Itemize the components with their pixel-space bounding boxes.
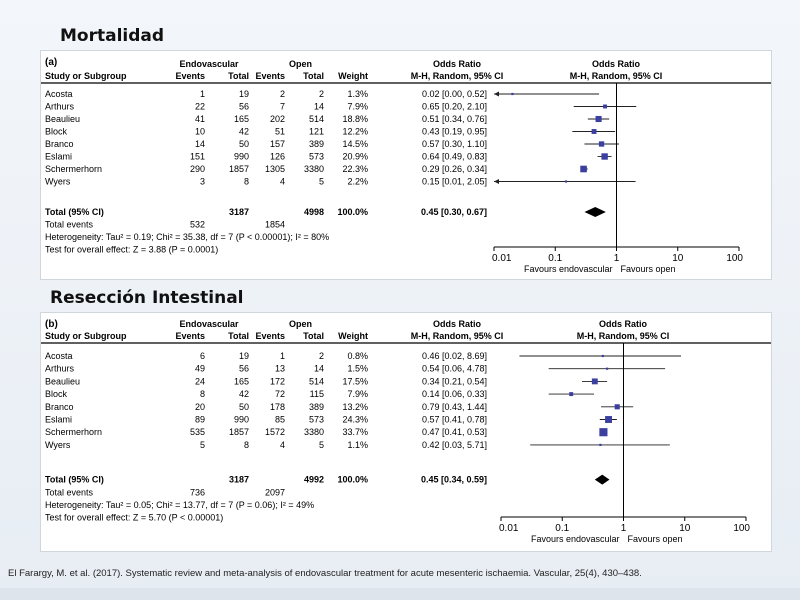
total-events-endovascular: 532 <box>189 219 205 230</box>
odds-ratio-ci: 0.57 [0.30, 1.10] <box>421 139 487 149</box>
total-endovascular: 8 <box>243 439 249 450</box>
total-weight: 100.0% <box>337 207 368 217</box>
events-open: 4 <box>279 439 285 450</box>
events-endovascular: 6 <box>199 351 205 361</box>
events-open: 1572 <box>264 427 285 438</box>
forest-plot-panel-b <box>40 312 772 552</box>
weight-value: 12.2% <box>342 126 368 137</box>
weight-value: 22.3% <box>342 164 368 174</box>
favours-right-label: Favours open <box>627 534 683 544</box>
header-endovascular: Endovascular <box>179 59 239 69</box>
total-events-label: Total events <box>45 219 94 230</box>
header-weight: Weight <box>338 331 368 341</box>
heterogeneity-text: Heterogeneity: Tau² = 0.19; Chi² = 35.38, df = 7 (P < 0.00001); I² = 80% <box>45 232 330 242</box>
events-open: 13 <box>274 363 285 374</box>
total-n-open: 4992 <box>303 474 324 485</box>
total-events-endovascular: 736 <box>189 487 205 498</box>
study-marker <box>599 141 604 146</box>
events-endovascular: 14 <box>194 139 205 149</box>
total-open: 3380 <box>303 164 324 174</box>
ci-arrow-left <box>494 179 499 184</box>
total-open: 115 <box>309 389 324 400</box>
header-study: Study or Subgroup <box>45 331 127 341</box>
forest-plot-panel-a <box>40 50 772 280</box>
total-n-endovascular: 3187 <box>228 474 249 485</box>
events-open: 178 <box>269 401 285 412</box>
weight-value: 1.3% <box>347 89 368 99</box>
section-title-bowel-resection: Resección Intestinal <box>50 288 244 308</box>
total-endovascular: 42 <box>238 389 249 400</box>
panel-label: (a) <box>45 57 58 68</box>
total-endovascular: 50 <box>238 139 249 149</box>
x-tick-label: 0.01 <box>499 523 519 534</box>
odds-ratio-ci: 0.47 [0.41, 0.53] <box>421 427 487 438</box>
odds-ratio-ci: 0.29 [0.26, 0.34] <box>421 164 487 174</box>
events-open: 202 <box>269 114 285 124</box>
overall-effect-text: Test for overall effect: Z = 5.70 (P < 0.00001) <box>45 512 224 523</box>
odds-ratio-ci: 0.14 [0.06, 0.33] <box>421 389 487 400</box>
favours-right-label: Favours open <box>620 264 676 274</box>
forest-plot-a <box>41 51 771 279</box>
weight-value: 0.8% <box>347 351 368 361</box>
total-odds-ratio-ci: 0.45 [0.34, 0.59] <box>420 474 487 485</box>
total-open: 389 <box>308 139 324 149</box>
events-endovascular: 8 <box>199 389 205 400</box>
total-open: 14 <box>313 101 324 112</box>
odds-ratio-ci: 0.46 [0.02, 8.69] <box>421 351 487 361</box>
weight-value: 1.1% <box>347 439 368 450</box>
total-endovascular: 1857 <box>228 427 249 438</box>
ci-arrow-left <box>494 92 499 97</box>
header-events-2: Events <box>255 331 285 341</box>
total-label: Total (95% CI) <box>45 474 104 485</box>
total-endovascular: 42 <box>238 126 249 137</box>
events-endovascular: 1 <box>199 89 205 99</box>
weight-value: 20.9% <box>342 151 368 162</box>
study-marker <box>605 416 612 423</box>
events-endovascular: 3 <box>199 176 205 187</box>
study-marker <box>580 166 587 173</box>
study-marker <box>606 368 608 370</box>
study-marker <box>592 378 598 384</box>
weight-value: 24.3% <box>342 414 368 425</box>
forest-plot-b <box>41 313 771 551</box>
weight-value: 13.2% <box>342 401 368 412</box>
total-endovascular: 1857 <box>228 164 249 174</box>
odds-ratio-ci: 0.02 [0.00, 0.52] <box>421 89 487 99</box>
x-tick-label: 0.1 <box>548 253 563 264</box>
study-name: Eslami <box>45 151 73 162</box>
events-endovascular: 290 <box>189 164 205 174</box>
study-marker <box>592 129 597 134</box>
favours-left-label: Favours endovascular <box>523 264 613 274</box>
study-marker <box>599 444 601 446</box>
events-open: 126 <box>269 151 285 162</box>
study-name: Beaulieu <box>45 114 81 124</box>
weight-value: 7.9% <box>347 389 368 400</box>
events-endovascular: 20 <box>194 401 205 412</box>
header-odds-ratio-col: Odds Ratio <box>432 59 482 69</box>
header-total-1: Total <box>228 71 249 81</box>
events-endovascular: 24 <box>194 376 205 387</box>
total-endovascular: 56 <box>238 363 249 374</box>
study-name: Acosta <box>45 351 73 361</box>
odds-ratio-ci: 0.65 [0.20, 2.10] <box>421 101 487 112</box>
events-open: 85 <box>274 414 285 425</box>
summary-diamond <box>584 207 605 217</box>
total-endovascular: 990 <box>233 414 249 425</box>
odds-ratio-ci: 0.79 [0.43, 1.44] <box>421 401 487 412</box>
events-endovascular: 22 <box>194 101 205 112</box>
total-endovascular: 8 <box>243 176 249 187</box>
study-name: Block <box>45 389 68 400</box>
study-marker <box>569 392 573 396</box>
total-endovascular: 56 <box>238 101 249 112</box>
total-endovascular: 19 <box>238 89 249 99</box>
weight-value: 1.5% <box>347 363 368 374</box>
header-events-1: Events <box>175 71 205 81</box>
study-name: Block <box>45 126 68 137</box>
study-marker <box>601 153 607 159</box>
study-marker <box>599 428 607 436</box>
summary-diamond <box>595 475 610 485</box>
panel-label: (b) <box>45 319 58 330</box>
weight-value: 14.5% <box>342 139 368 149</box>
header-endovascular: Endovascular <box>179 319 239 329</box>
header-open: Open <box>288 59 313 69</box>
events-endovascular: 151 <box>189 151 205 162</box>
total-open: 2 <box>318 89 324 99</box>
weight-value: 33.7% <box>342 427 368 438</box>
header-total-1: Total <box>228 331 249 341</box>
events-open: 172 <box>269 376 285 387</box>
x-tick-label: 1 <box>613 253 620 264</box>
study-marker <box>596 116 602 122</box>
total-open: 5 <box>318 176 324 187</box>
total-endovascular: 990 <box>233 151 249 162</box>
total-events-open: 2097 <box>264 487 285 498</box>
study-marker <box>565 180 567 182</box>
x-tick-label: 100 <box>726 253 743 264</box>
study-marker <box>511 93 513 95</box>
odds-ratio-ci: 0.54 [0.06, 4.78] <box>421 363 487 374</box>
section-title-mortality: Mortalidad <box>60 26 165 46</box>
header-study: Study or Subgroup <box>45 71 127 81</box>
total-open: 121 <box>308 126 324 137</box>
study-marker <box>602 355 604 357</box>
total-open: 573 <box>308 151 324 162</box>
events-endovascular: 5 <box>199 439 205 450</box>
header-total-2: Total <box>303 331 324 341</box>
study-name: Beaulieu <box>45 376 81 387</box>
study-name: Branco <box>45 139 74 149</box>
total-odds-ratio-ci: 0.45 [0.30, 0.67] <box>420 207 487 217</box>
header-mh-col: M-H, Random, 95% CI <box>410 71 504 81</box>
header-mh-plot: M-H, Random, 95% CI <box>569 71 663 81</box>
total-open: 14 <box>313 363 324 374</box>
study-name: Wyers <box>45 176 71 187</box>
total-n-endovascular: 3187 <box>228 207 249 217</box>
header-mh-plot: M-H, Random, 95% CI <box>576 331 670 341</box>
overall-effect-text: Test for overall effect: Z = 3.88 (P = 0.0001) <box>45 244 219 255</box>
total-open: 514 <box>308 376 324 387</box>
total-endovascular: 19 <box>238 351 249 361</box>
events-open: 157 <box>269 139 285 149</box>
events-endovascular: 535 <box>189 427 205 438</box>
events-open: 51 <box>274 126 285 137</box>
total-endovascular: 165 <box>233 376 249 387</box>
weight-value: 18.8% <box>342 114 368 124</box>
header-odds-ratio-plot: Odds Ratio <box>591 59 641 69</box>
bottom-strip <box>0 588 800 600</box>
events-endovascular: 41 <box>194 114 205 124</box>
header-odds-ratio-plot: Odds Ratio <box>598 319 648 329</box>
events-open: 1305 <box>264 164 285 174</box>
study-name: Arthurs <box>45 363 75 374</box>
total-open: 514 <box>308 114 324 124</box>
heterogeneity-text: Heterogeneity: Tau² = 0.05; Chi² = 13.77, df = 7 (P = 0.06); I² = 49% <box>45 500 315 510</box>
header-open: Open <box>288 319 313 329</box>
odds-ratio-ci: 0.43 [0.19, 0.95] <box>421 126 487 137</box>
study-marker <box>615 404 620 409</box>
events-endovascular: 10 <box>194 126 205 137</box>
odds-ratio-ci: 0.15 [0.01, 2.05] <box>421 176 487 187</box>
total-open: 2 <box>318 351 324 361</box>
total-weight: 100.0% <box>337 474 368 485</box>
total-open: 389 <box>308 401 324 412</box>
header-events-2: Events <box>255 71 285 81</box>
study-name: Branco <box>45 401 74 412</box>
header-mh-col: M-H, Random, 95% CI <box>410 331 504 341</box>
odds-ratio-ci: 0.64 [0.49, 0.83] <box>421 151 487 162</box>
x-tick-label: 100 <box>733 523 750 534</box>
odds-ratio-ci: 0.51 [0.34, 0.76] <box>421 114 487 124</box>
study-name: Acosta <box>45 89 73 99</box>
odds-ratio-ci: 0.34 [0.21, 0.54] <box>421 376 487 387</box>
total-open: 3380 <box>303 427 324 438</box>
header-weight: Weight <box>338 71 368 81</box>
citation-text: El Farargy, M. et al. (2017). Systematic review and meta-analysis of endovascular treatment for acute mesenteric ischaemia. Vascular, 25(4), 430–438. <box>8 568 642 579</box>
total-open: 5 <box>318 439 324 450</box>
total-label: Total (95% CI) <box>45 207 104 217</box>
study-name: Eslami <box>45 414 73 425</box>
x-tick-label: 10 <box>679 523 691 534</box>
odds-ratio-ci: 0.42 [0.03, 5.71] <box>421 439 487 450</box>
weight-value: 2.2% <box>347 176 368 187</box>
study-name: Schermerhorn <box>45 164 103 174</box>
x-tick-label: 10 <box>672 253 684 264</box>
total-endovascular: 165 <box>233 114 249 124</box>
events-endovascular: 89 <box>194 414 205 425</box>
events-endovascular: 49 <box>194 363 205 374</box>
header-odds-ratio-col: Odds Ratio <box>432 319 482 329</box>
total-n-open: 4998 <box>303 207 324 217</box>
x-tick-label: 1 <box>620 523 627 534</box>
favours-left-label: Favours endovascular <box>530 534 620 544</box>
odds-ratio-ci: 0.57 [0.41, 0.78] <box>421 414 487 425</box>
study-name: Schermerhorn <box>45 427 103 438</box>
study-name: Arthurs <box>45 101 75 112</box>
study-marker <box>603 105 607 109</box>
events-open: 1 <box>279 351 285 361</box>
study-name: Wyers <box>45 439 71 450</box>
x-tick-label: 0.1 <box>555 523 570 534</box>
events-open: 7 <box>279 101 285 112</box>
weight-value: 7.9% <box>347 101 368 112</box>
total-endovascular: 50 <box>238 401 249 412</box>
events-open: 4 <box>279 176 285 187</box>
weight-value: 17.5% <box>342 376 368 387</box>
events-open: 72 <box>274 389 285 400</box>
total-events-label: Total events <box>45 487 94 498</box>
x-tick-label: 0.01 <box>492 253 512 264</box>
header-events-1: Events <box>175 331 205 341</box>
events-open: 2 <box>279 89 285 99</box>
total-open: 573 <box>308 414 324 425</box>
header-total-2: Total <box>303 71 324 81</box>
total-events-open: 1854 <box>264 219 285 230</box>
